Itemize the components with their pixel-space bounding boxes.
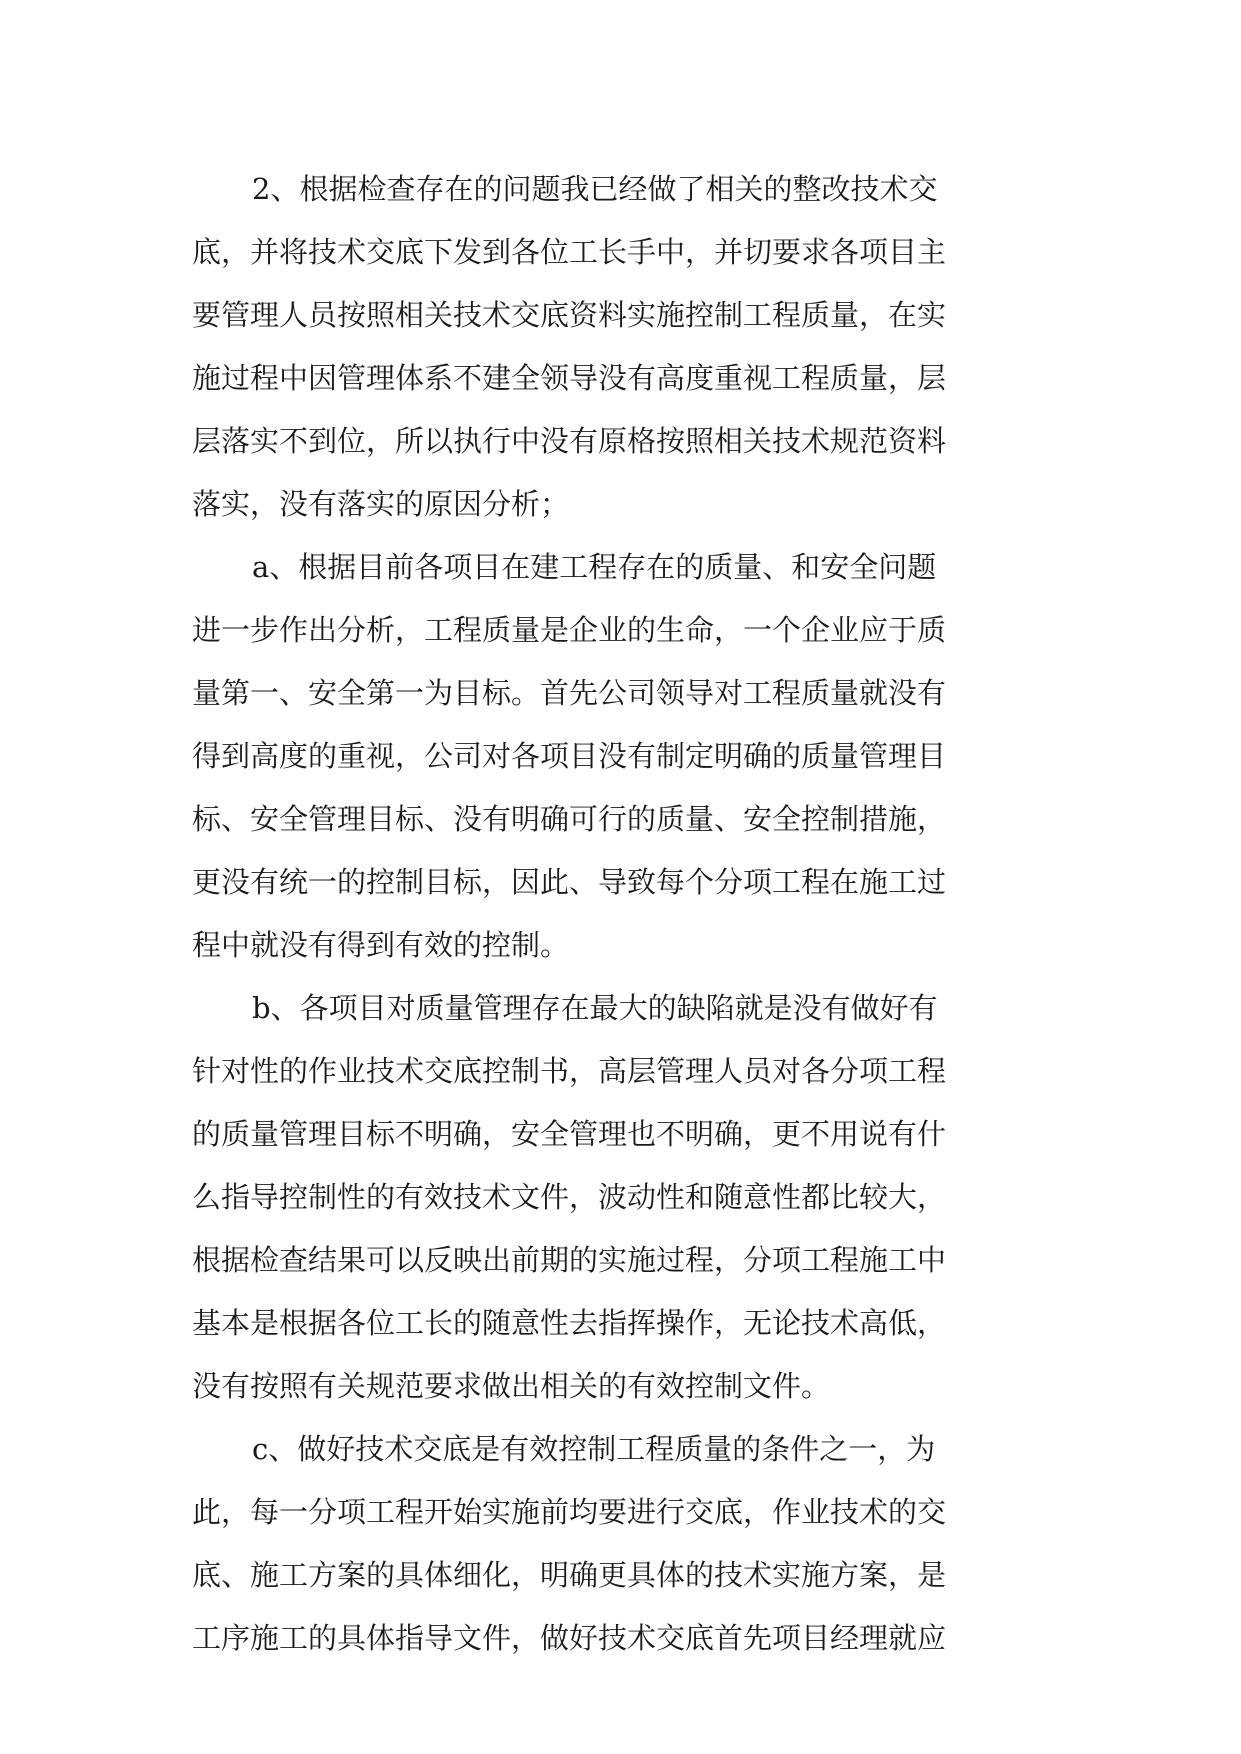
text-line: 程中就没有得到有效的控制。 [192, 928, 570, 962]
text-line: c、做好技术交底是有效控制工程质量的条件之一，为 [252, 1432, 936, 1466]
text-line: 底，并将技术交底下发到各位工长手中，并切要求各项目主 [192, 235, 947, 269]
text-line: 的质量管理目标不明确，安全管理也不明确，更不用说有什 [192, 1117, 947, 1151]
text-line: 标、安全管理目标、没有明确可行的质量、安全控制措施， [192, 802, 947, 836]
text-line: 层落实不到位，所以执行中没有原格按照相关技术规范资料 [192, 424, 947, 458]
text-line: 工序施工的具体指导文件，做好技术交底首先项目经理就应 [192, 1621, 947, 1655]
text-line: 进一步作出分析，工程质量是企业的生命，一个企业应于质 [192, 613, 947, 647]
text-line: 底、施工方案的具体细化，明确更具体的技术实施方案，是 [192, 1558, 947, 1592]
text-line: 么指导控制性的有效技术文件，波动性和随意性都比较大， [192, 1180, 947, 1214]
text-line: 此，每一分项工程开始实施前均要进行交底，作业技术的交 [192, 1495, 947, 1529]
paragraph-a [192, 536, 1050, 977]
text-line: 施过程中因管理体系不建全领导没有高度重视工程质量，层 [192, 361, 947, 395]
paragraph-b [192, 977, 1050, 1418]
text-line: 针对性的作业技术交底控制书，高层管理人员对各分项工程 [192, 1054, 947, 1088]
text-line: 要管理人员按照相关技术交底资料实施控制工程质量，在实 [192, 298, 947, 332]
paragraph-rectification [192, 158, 1050, 536]
text-line: a、根据目前各项目在建工程存在的质量、和安全问题 [252, 550, 937, 584]
text-line: b、各项目对质量管理存在最大的缺陷就是没有做好有 [252, 991, 938, 1025]
text-line: 更没有统一的控制目标，因此、导致每个分项工程在施工过 [192, 865, 947, 899]
paragraph-c [192, 1418, 1050, 1670]
text-line: 没有按照有关规范要求做出相关的有效控制文件。 [192, 1369, 831, 1403]
text-line: 根据检查结果可以反映出前期的实施过程，分项工程施工中 [192, 1243, 947, 1277]
text-line: 量第一、安全第一为目标。首先公司领导对工程质量就没有 [192, 676, 947, 710]
text-line: 2、根据检查存在的问题我已经做了相关的整改技术交 [252, 172, 938, 206]
text-line: 得到高度的重视，公司对各项目没有制定明确的质量管理目 [192, 739, 947, 773]
text-line: 落实，没有落实的原因分析； [192, 487, 570, 521]
document-page [192, 158, 1050, 1670]
text-line: 基本是根据各位工长的随意性去指挥操作，无论技术高低， [192, 1306, 947, 1340]
